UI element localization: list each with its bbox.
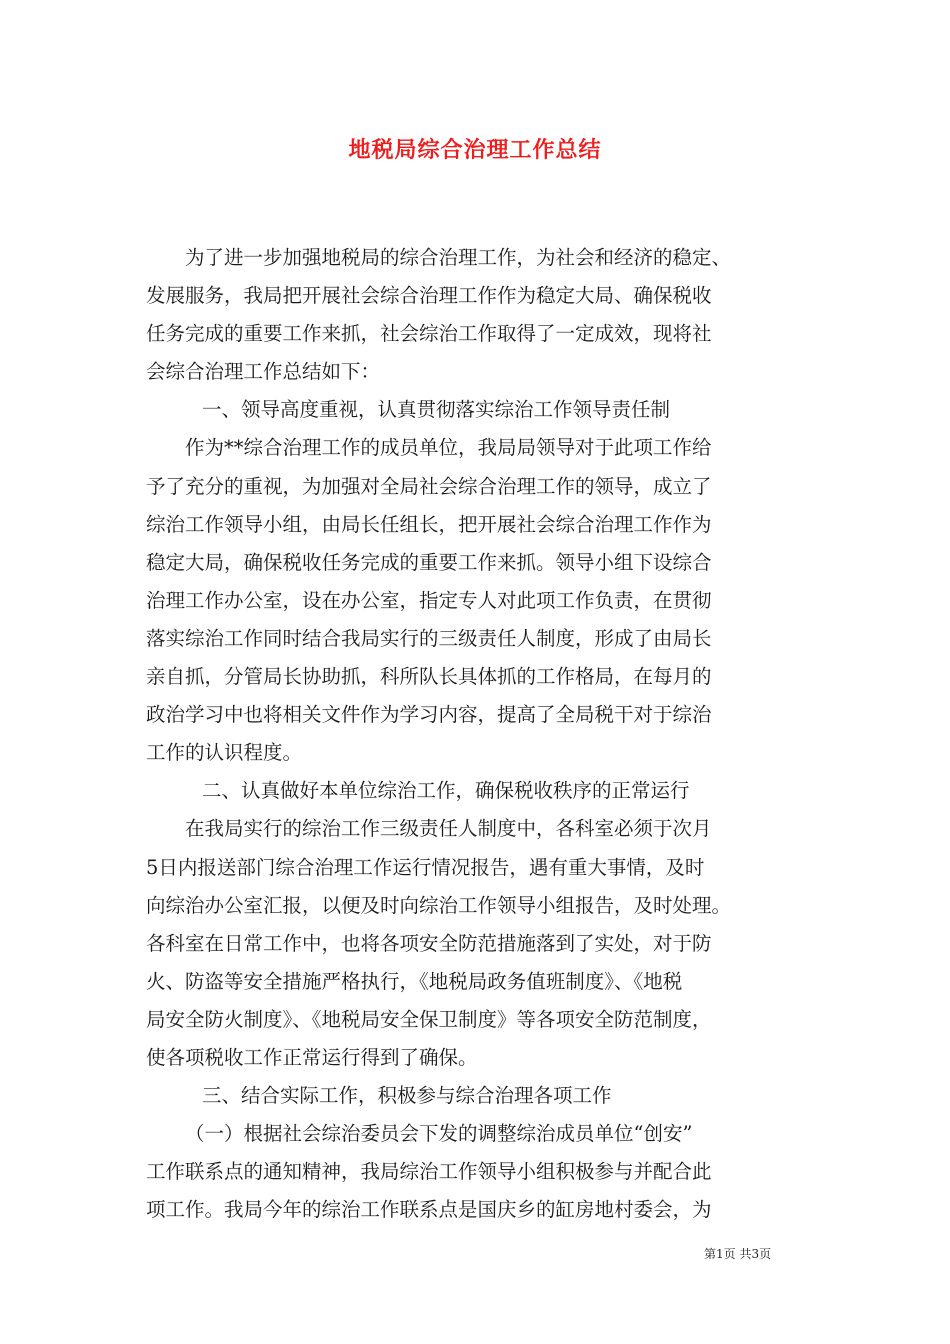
page-footer: 第1页 共3页 xyxy=(704,1247,772,1261)
body-line: 综治工作领导小组，由局长任组长，把开展社会综合治理工作作为 xyxy=(146,512,712,536)
body-line: （一）根据社会综治委员会下发的调整综治成员单位“创安” xyxy=(185,1122,693,1146)
body-line: 落实综治工作同时结合我局实行的三级责任人制度，形成了由局长 xyxy=(146,626,712,650)
body-line: 在我局实行的综治工作三级责任人制度中，各科室必须于次月 xyxy=(185,817,712,841)
body-line: 任务完成的重要工作来抓，社会综治工作取得了一定成效，现将社 xyxy=(146,322,712,346)
body-line: 政治学习中也将相关文件作为学习内容，提高了全局税干对于综治 xyxy=(146,703,712,727)
body-line: 工作联系点的通知精神，我局综治工作领导小组积极参与并配合此 xyxy=(146,1160,712,1184)
body-line: 为了进一步加强地税局的综合治理工作，为社会和经济的稳定、 xyxy=(185,246,732,269)
body-line: 局安全防火制度》、《地税局安全保卫制度》等各项安全防范制度， xyxy=(146,1007,712,1031)
body-line: 各科室在日常工作中，也将各项安全防范措施落到了实处，对于防 xyxy=(146,931,712,955)
section-heading: 三、结合实际工作，积极参与综合治理各项工作 xyxy=(202,1084,612,1108)
document-body xyxy=(146,239,826,1229)
section-heading: 一、领导高度重视，认真贯彻落实综治工作领导责任制 xyxy=(202,398,671,422)
body-line: 使各项税收工作正常运行得到了确保。 xyxy=(146,1045,478,1069)
body-line: 发展服务，我局把开展社会综合治理工作作为稳定大局、确保税收 xyxy=(146,284,712,308)
body-line: 工作的认识程度。 xyxy=(146,741,303,765)
body-line: 予了充分的重视，为加强对全局社会综合治理工作的领导，成立了 xyxy=(146,474,712,498)
document-title: 地税局综合治理工作总结 xyxy=(348,137,602,163)
body-line: 向综治办公室汇报，以便及时向综治工作领导小组报告，及时处理。 xyxy=(146,893,732,917)
body-line: 作为**综合治理工作的成员单位，我局局领导对于此项工作给 xyxy=(185,436,712,460)
body-line: 火、防盗等安全措施严格执行，《地税局政务值班制度》、《地税 xyxy=(146,969,683,993)
body-line: 会综合治理工作总结如下： xyxy=(146,360,381,384)
body-line: 稳定大局，确保税收任务完成的重要工作来抓。领导小组下设综合 xyxy=(146,550,712,574)
body-line: 项工作。我局今年的综治工作联系点是国庆乡的缸房地村委会，为 xyxy=(146,1198,712,1222)
section-heading: 二、认真做好本单位综治工作，确保税收秩序的正常运行 xyxy=(202,779,690,803)
body-line: 亲自抓，分管局长协助抓，科所队长具体抓的工作格局，在每月的 xyxy=(146,665,712,689)
body-line: 5日内报送部门综合治理工作运行情况报告，遇有重大事情，及时 xyxy=(146,855,705,879)
body-line: 治理工作办公室，设在办公室，指定专人对此项工作负责，在贯彻 xyxy=(146,588,712,612)
